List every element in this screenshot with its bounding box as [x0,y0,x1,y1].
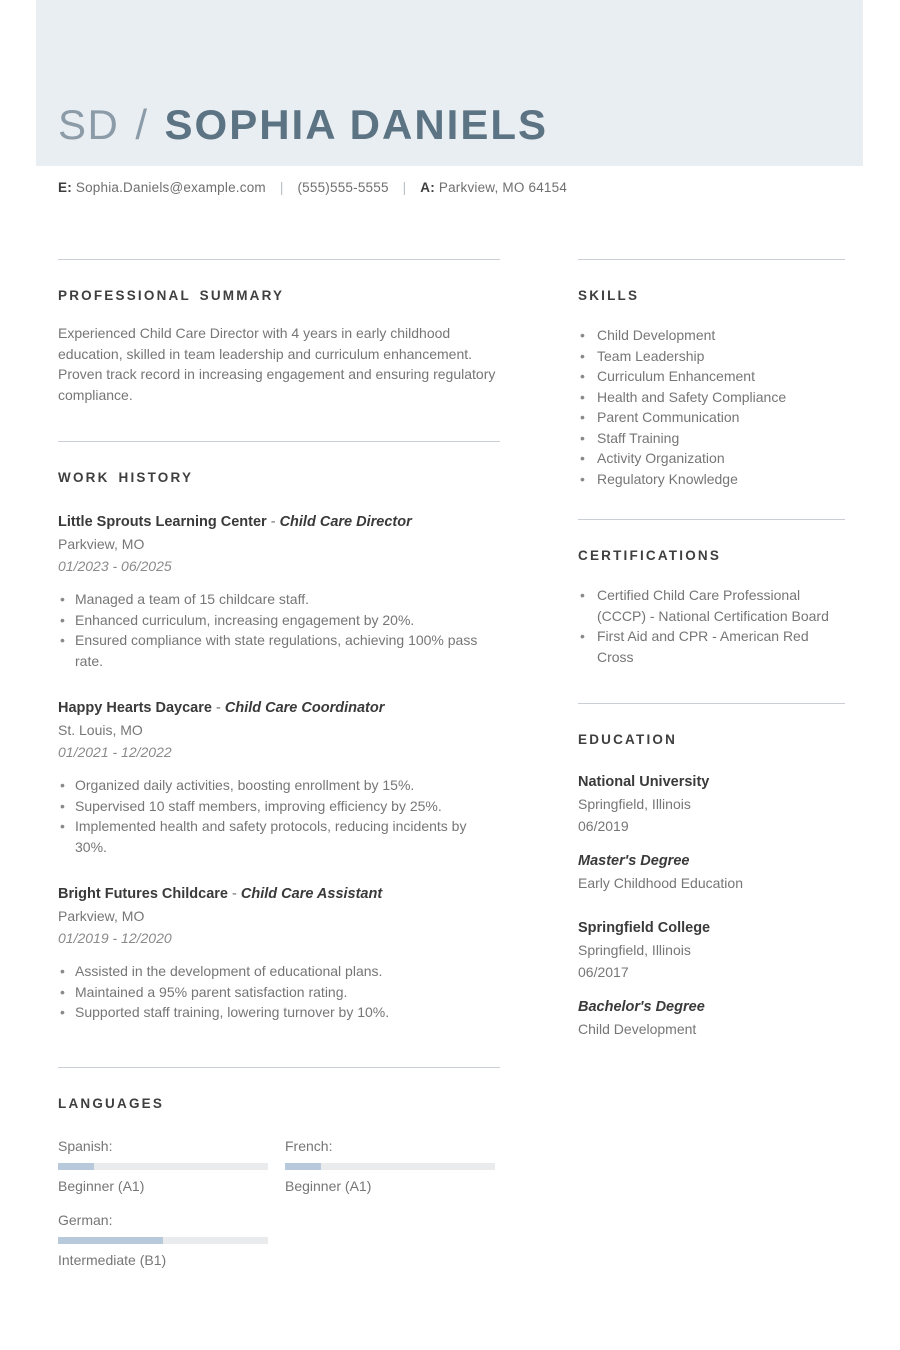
job-entry [58,699,500,857]
job-bullet-list [58,589,500,671]
skill-item: • Staff Training [578,428,845,449]
degree-name: Master's Degree [578,853,690,869]
skill-item: • Regulatory Knowledge [578,469,845,490]
skill-item: • Team Leadership [578,346,845,367]
section-heading-education: EDUCATION [578,732,678,747]
graduation-date: 06/2019 [578,818,629,834]
address-text: Parkview, MO 64154 [438,180,568,195]
section-divider [58,441,500,442]
name-slash-separator: / [135,101,149,148]
education-degree-block [578,998,845,1039]
job-dash: - [270,514,276,530]
right-column [578,259,845,1269]
education-entry [578,773,845,893]
section-divider [58,259,500,260]
job-location: Parkview, MO [58,536,145,552]
school-name: Springfield College [578,920,711,936]
job-role: Child Care Coordinator [224,700,385,716]
language-item [58,1211,268,1269]
skill-item: • Child Development [578,325,845,346]
section-heading-work-history: WORK HISTORY [58,470,194,485]
section-heading-professional-summary: PROFESSIONAL SUMMARY [58,288,285,303]
language-progress-fill [285,1163,321,1170]
contact-line [58,180,900,195]
job-bullet: • Enhanced curriculum, increasing engagement by 20%. [58,610,500,631]
job-bullet: • Maintained a 95% parent satisfaction rating. [58,982,500,1003]
language-item [58,1137,268,1195]
degree-name: Bachelor's Degree [578,999,705,1015]
job-dates: 01/2021 - 12/2022 [58,744,172,760]
education-entry [578,919,845,1039]
header-band [36,0,863,166]
section-heading-languages: LANGUAGES [58,1095,165,1111]
job-location: Parkview, MO [58,908,145,924]
professional-summary-text: Experienced Child Care Director with 4 years in early childhood education, skilled in team leadership and curriculum enhancement. Proven track record in increasing engagement and ensuring regulatory compliance. [58,325,496,403]
language-progress-track [58,1237,268,1244]
skill-item: • Parent Communication [578,407,845,428]
address-label: A: [420,180,435,195]
email-text: Sophia.Daniels@example.com [75,180,266,195]
job-bullet-list [58,775,500,857]
certifications-list [578,585,845,667]
school-name: National University [578,774,710,790]
job-location: St. Louis, MO [58,722,143,738]
job-bullet: • Supervised 10 staff members, improving efficiency by 25%. [58,796,500,817]
skills-list [578,325,845,489]
language-level: Intermediate (B1) [58,1251,167,1268]
language-name: Spanish: [58,1137,113,1154]
section-heading-skills: SKILLS [578,288,640,303]
job-title-line [58,513,500,532]
job-bullet: • Ensured compliance with state regulations, achieving 100% pass rate. [58,630,500,671]
left-column [58,259,500,1269]
job-title-line [58,885,500,904]
language-progress-track [285,1163,495,1170]
school-location: Springfield, Illinois [578,942,691,958]
job-bullet: • Organized daily activities, boosting enrollment by 15%. [58,775,500,796]
language-progress-fill [58,1163,94,1170]
monogram-initials: SD [58,101,120,148]
degree-field: Early Childhood Education [578,875,743,891]
education-degree-block [578,852,845,893]
email-label: E: [58,180,72,195]
contact-separator: | [279,180,284,195]
certification-item: • Certified Child Care Professional (CCCP) - National Certification Board [578,585,845,626]
section-heading-certifications: CERTIFICATIONS [578,548,722,563]
job-dates: 01/2023 - 06/2025 [58,558,172,574]
language-name: French: [285,1137,333,1154]
languages-grid [58,1137,500,1269]
graduation-date: 06/2017 [578,964,629,980]
language-progress-track [58,1163,268,1170]
job-dash: - [232,886,237,902]
degree-field: Child Development [578,1021,697,1037]
skill-item: • Curriculum Enhancement [578,366,845,387]
job-bullet: • Implemented health and safety protocols, reducing incidents by 30%. [58,816,500,857]
section-divider [578,259,845,260]
name-line [58,101,549,148]
person-name: SOPHIA DANIELS [164,101,549,148]
skill-item: • Health and Safety Compliance [578,387,845,408]
section-divider [578,519,845,520]
phone-text: (555)555-5555 [297,180,389,195]
job-company: Little Sprouts Learning Center [58,514,267,530]
contact-separator: | [402,180,407,195]
section-divider [578,703,845,704]
school-location: Springfield, Illinois [578,796,691,812]
job-bullet-list [58,961,500,1023]
language-name: German: [58,1211,113,1228]
language-level: Beginner (A1) [58,1177,145,1194]
language-level: Beginner (A1) [285,1177,372,1194]
job-company: Happy Hearts Daycare [58,700,212,716]
job-company: Bright Futures Childcare [58,886,228,902]
job-dash: - [215,700,221,716]
language-progress-fill [58,1237,163,1244]
job-bullet: • Supported staff training, lowering turnover by 10%. [58,1002,500,1023]
job-role: Child Care Assistant [240,886,383,902]
job-role: Child Care Director [279,514,412,530]
skill-item: • Activity Organization [578,448,845,469]
language-item [285,1137,495,1195]
job-title-line [58,699,500,718]
job-entry [58,513,500,671]
job-bullet: • Assisted in the development of educational plans. [58,961,500,982]
job-entry [58,885,500,1023]
section-divider [58,1067,500,1068]
job-bullet: • Managed a team of 15 childcare staff. [58,589,500,610]
education-school-block [578,773,845,836]
certification-item: • First Aid and CPR - American Red Cross [578,626,845,667]
resume-body [0,259,900,1269]
job-dates: 01/2019 - 12/2020 [58,930,172,946]
education-school-block [578,919,845,982]
